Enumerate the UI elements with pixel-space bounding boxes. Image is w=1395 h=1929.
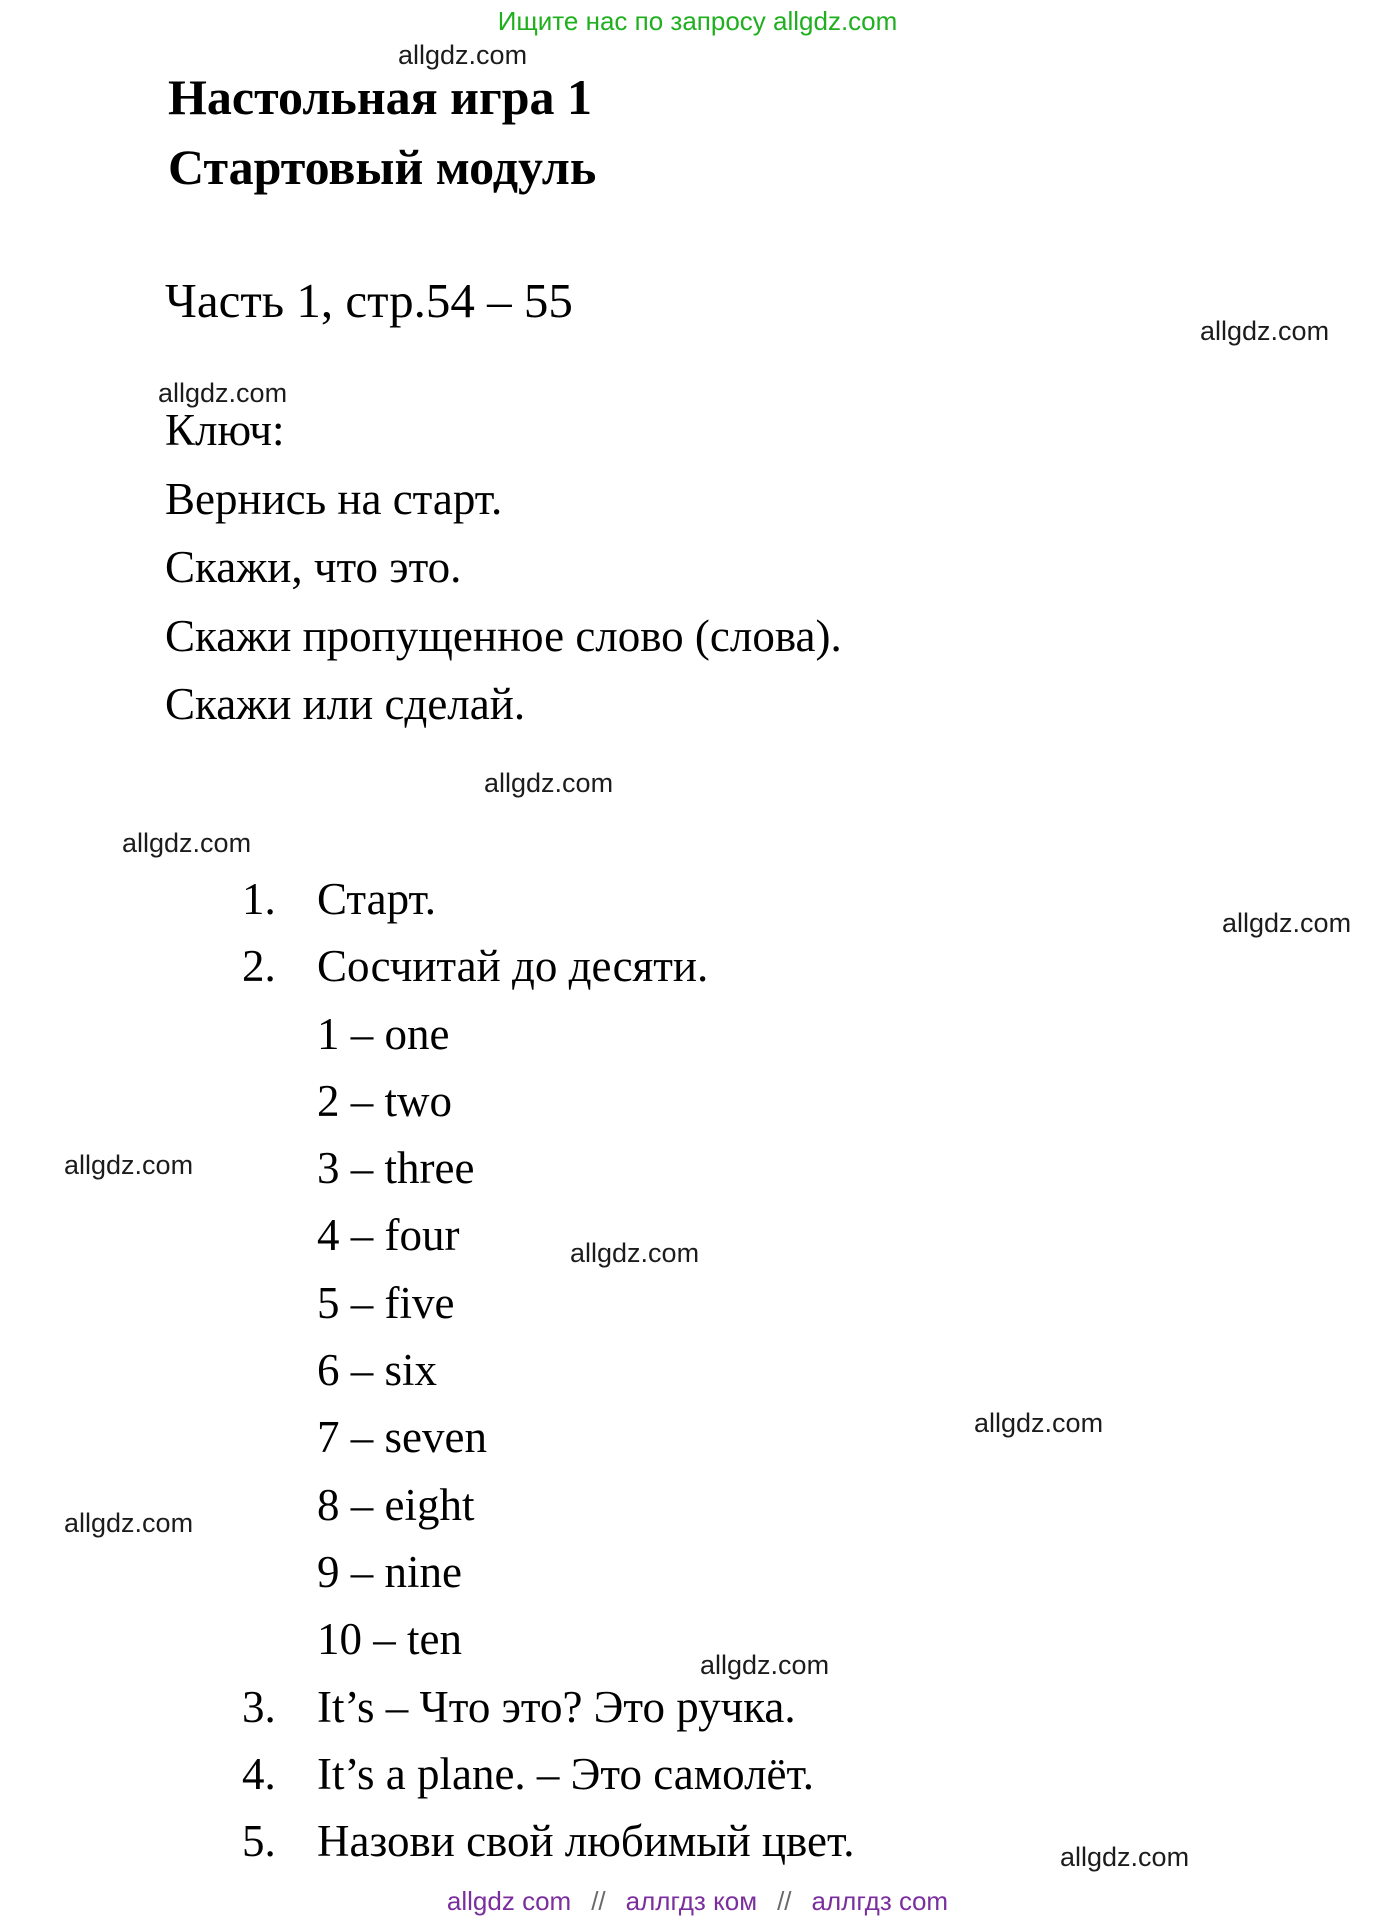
key-line: Ключ: (165, 405, 285, 455)
answer-text: 10 – ten (317, 1614, 462, 1665)
answer-row (242, 1404, 854, 1471)
watermark: allgdz.com (700, 1650, 830, 1680)
top-banner-text: Ищите нас по запросу allgdz.com (497, 6, 898, 36)
page-title (168, 62, 596, 202)
answer-number (242, 1068, 317, 1135)
answer-text: 3 – three (317, 1143, 475, 1194)
answer-row (242, 1270, 854, 1337)
watermark: allgdz.com (122, 828, 252, 858)
answer-row (242, 1001, 854, 1068)
footer-segment: // (591, 1886, 606, 1916)
watermark: allgdz.com (1060, 1842, 1190, 1872)
answer-row (242, 1606, 854, 1673)
answer-row (242, 866, 854, 933)
watermark: allgdz.com (1222, 908, 1352, 938)
answer-text: 9 – nine (317, 1546, 462, 1597)
answer-text: 4 – four (317, 1210, 460, 1261)
answer-row (242, 1202, 854, 1269)
key-line: Скажи, что это. (165, 542, 462, 592)
answer-number (242, 1539, 317, 1606)
top-banner (0, 6, 1395, 37)
key-line: Скажи пропущенное слово (слова). (165, 610, 842, 661)
answer-number (242, 1270, 317, 1337)
answer-text: 5 – five (317, 1277, 455, 1328)
answer-number (242, 1472, 317, 1539)
answer-number (242, 1337, 317, 1404)
page-subtitle: Часть 1, стр.54 – 55 (165, 273, 573, 328)
answer-number: 2. (242, 941, 276, 992)
answer-row (242, 1068, 854, 1135)
answers-list (242, 866, 854, 1875)
footer-segment: аллгдз com (811, 1886, 949, 1916)
key-block (165, 396, 842, 739)
page-title-line-2: Стартовый модуль (168, 139, 597, 195)
answer-number (242, 1001, 317, 1068)
answer-row (242, 1472, 854, 1539)
watermark: allgdz.com (1200, 316, 1330, 346)
key-line: Скажи или сделай. (165, 679, 526, 729)
watermark: allgdz.com (570, 1238, 700, 1268)
answer-text: 7 – seven (317, 1412, 487, 1463)
answer-number: 4. (242, 1748, 276, 1799)
answer-row (242, 1808, 854, 1875)
footer-segment: // (777, 1886, 792, 1916)
watermark: allgdz.com (64, 1508, 194, 1538)
answer-number: 3. (242, 1681, 276, 1732)
watermark: allgdz.com (398, 40, 528, 70)
answer-number: 5. (242, 1816, 276, 1867)
answer-row (242, 1674, 854, 1741)
answer-row (242, 933, 854, 1000)
answer-text: Назови свой любимый цвет. (317, 1816, 855, 1867)
answer-text: Старт. (317, 874, 437, 924)
answer-row (242, 1539, 854, 1606)
answer-number (242, 1404, 317, 1471)
page-title-line-1: Настольная игра 1 (168, 69, 592, 125)
answer-text: It’s a plane. – Это самолёт. (317, 1748, 815, 1799)
footer-segment: аллгдз ком (625, 1886, 758, 1916)
answer-row (242, 1337, 854, 1404)
answer-number (242, 1135, 317, 1202)
answer-text: 8 – eight (317, 1479, 475, 1530)
answer-text: Сосчитай до десяти. (317, 941, 709, 992)
key-line: Вернись на старт. (165, 473, 503, 524)
answer-text: 1 – one (317, 1008, 450, 1059)
footer-segment: allgdz com (446, 1886, 572, 1916)
answer-text: 2 – two (317, 1075, 452, 1126)
answer-number: 1. (242, 874, 276, 924)
answer-row (242, 1741, 854, 1808)
watermark: allgdz.com (158, 378, 288, 408)
footer (0, 1886, 1395, 1917)
answer-text: 6 – six (317, 1345, 438, 1396)
answer-number (242, 1606, 317, 1673)
watermark: allgdz.com (484, 768, 614, 798)
watermark: allgdz.com (64, 1150, 194, 1180)
watermark: allgdz.com (974, 1408, 1104, 1438)
answer-text: It’s – Что это? Это ручка. (317, 1681, 796, 1732)
answer-row (242, 1135, 854, 1202)
answer-number (242, 1202, 317, 1269)
